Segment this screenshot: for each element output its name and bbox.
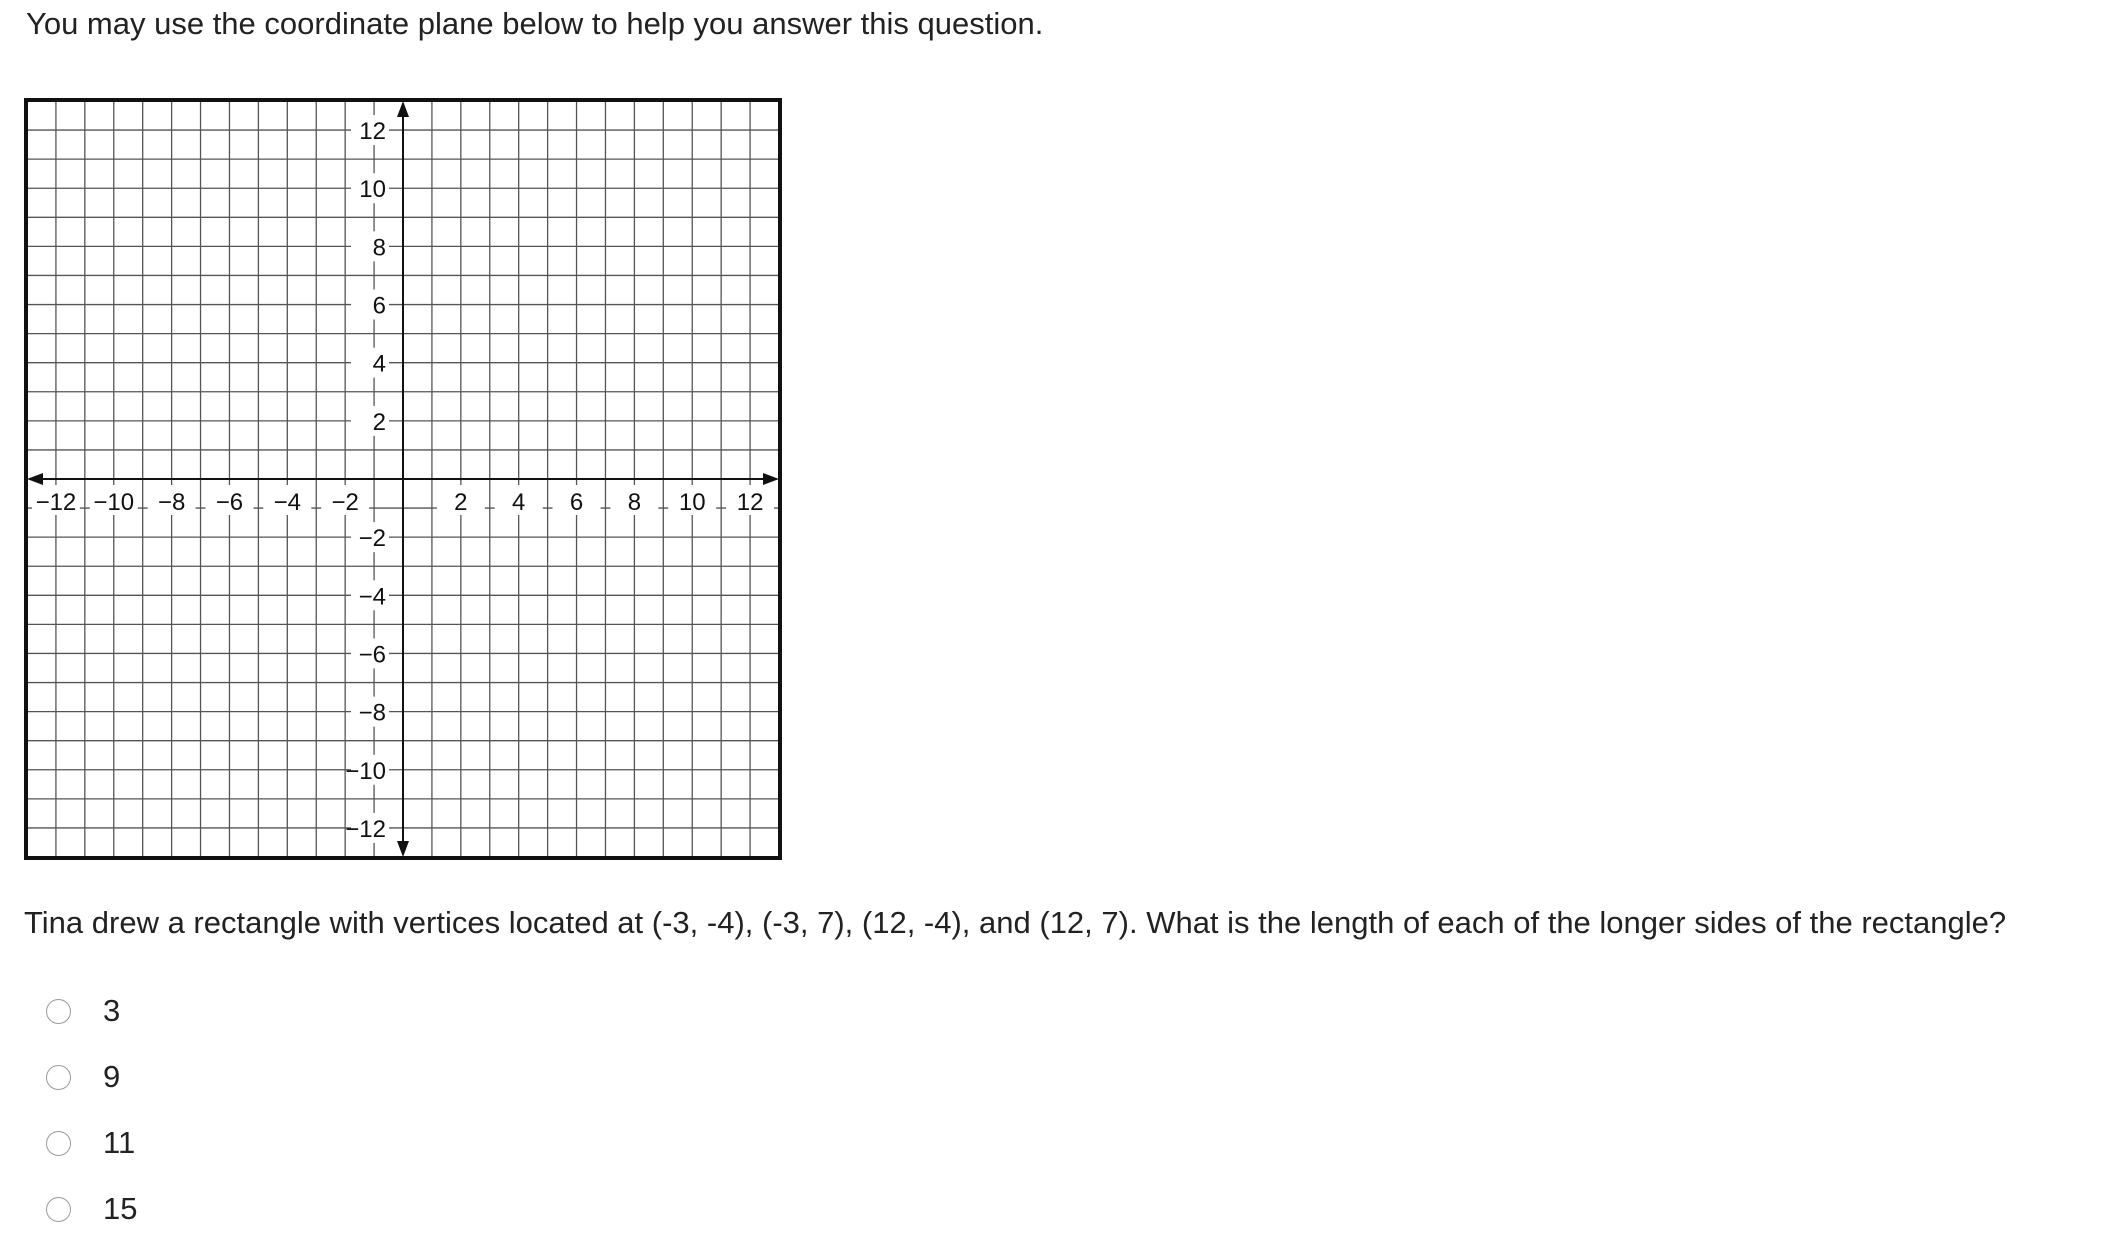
x-tick-label: −12 (35, 489, 77, 516)
radio-button[interactable] (46, 999, 71, 1024)
y-tick-label: −2 (358, 525, 386, 553)
choice-label: 3 (103, 993, 121, 1028)
question-text: Tina drew a rectangle with vertices located at (-3, -4), (-3, 7), (12, -4), and (12, 7). What is the length of each of the longer sides of the rectangle? (24, 905, 2007, 940)
y-axis-arrow-down (397, 841, 409, 857)
x-tick-label: 6 (569, 489, 584, 516)
y-tick-label: 12 (359, 118, 386, 146)
answer-choices (46, 978, 137, 1242)
choice-label: 9 (103, 1059, 121, 1094)
x-tick-label: −10 (93, 489, 135, 516)
x-axis-arrow-right (763, 473, 779, 485)
coordinate-plane (24, 98, 782, 860)
x-tick-label: −6 (215, 489, 244, 516)
choice-label: 15 (103, 1191, 138, 1226)
x-tick-label: 2 (454, 489, 468, 516)
intro-text: You may use the coordinate plane below to help you answer this question. (26, 6, 1044, 41)
y-tick-label: 8 (372, 234, 386, 262)
y-tick-label: −4 (358, 583, 386, 611)
answer-choice-4[interactable] (46, 1176, 137, 1242)
y-tick-label: −6 (358, 641, 386, 669)
radio-button[interactable] (46, 1131, 71, 1156)
y-tick-label: 10 (359, 176, 386, 204)
y-tick-label: 2 (372, 408, 386, 436)
radio-button[interactable] (46, 1065, 71, 1090)
x-tick-label: 8 (627, 489, 642, 516)
y-tick-label: −8 (358, 699, 386, 727)
radio-button[interactable] (46, 1197, 71, 1222)
choice-label: 11 (103, 1125, 136, 1160)
y-tick-label: 4 (372, 350, 386, 378)
y-tick-label: −10 (345, 757, 386, 785)
answer-choice-1[interactable] (46, 978, 137, 1044)
coordinate-grid (24, 98, 782, 860)
x-tick-label: 12 (736, 489, 764, 516)
y-tick-label: 6 (372, 292, 386, 320)
x-tick-label: −4 (273, 489, 301, 516)
x-tick-label: −2 (331, 489, 359, 516)
x-tick-label: 4 (512, 489, 526, 516)
y-tick-label: −12 (345, 815, 386, 843)
x-axis-arrow-left (27, 473, 43, 485)
y-axis-arrow-up (397, 101, 409, 117)
x-tick-label: −8 (157, 489, 186, 516)
x-tick-label: 10 (678, 489, 706, 516)
answer-choice-2[interactable] (46, 1044, 137, 1110)
answer-choice-3[interactable] (46, 1110, 137, 1176)
